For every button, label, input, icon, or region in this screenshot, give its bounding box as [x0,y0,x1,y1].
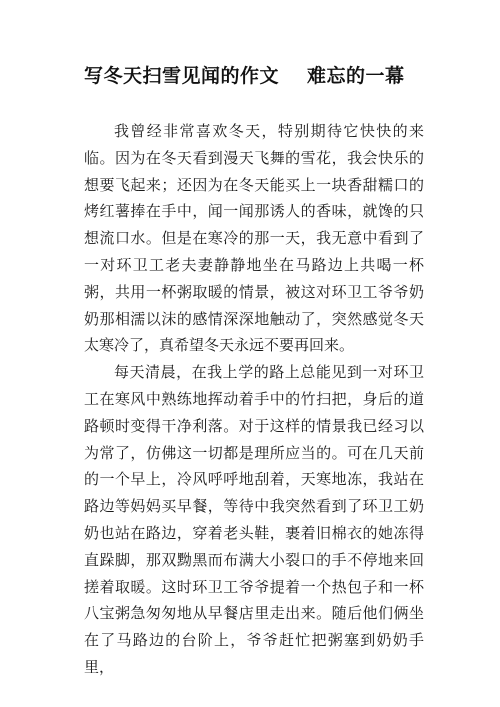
article-body [84,118,424,681]
title-main: 写冬天扫雪见闻的作文 [84,65,280,87]
page-title [84,59,424,93]
paragraph-2: 每天清晨，在我上学的路上总能见到一对环卫工在寒风中熟练地挥动着手中的竹扫把，身后的道路顿时变得干净利落。对于这样的情景我已经习以为常了，仿佛这一切都是理所应当的。可在几天前的一个早上，冷风呼呼地刮着，天寒地冻，我站在路边等妈妈买早餐，等待中我突然看到了环卫工奶奶也站在路边，穿着老头鞋，裹着旧棉衣的她冻得直跺脚，那双黝黑而布满大小裂口的手不停地来回搓着取暖。这时环卫工爷爷提着一个热包子和一杯八宝粥急匆匆地从早餐店里走出来。随后他们俩坐在了马路边的台阶上，爷爷赶忙把粥塞到奶奶手里， [84,363,424,676]
paragraph-1: 我曾经非常喜欢冬天，特别期待它快快的来临。因为在冬天看到漫天飞舞的雪花，我会快乐的想要飞起来；还因为在冬天能买上一块香甜糯口的烤红薯捧在手中，闻一闻那诱人的香味，就馋的只想流口水。但是在寒冷的那一天，我无意中看到了一对环卫工老夫妻静静地坐在马路边上共喝一杯粥，共用一杯粥取暖的情景，被这对环卫工爷爷奶奶那相濡以沫的感情深深地触动了，突然感觉冬天太寒冷了，真希望冬天永远不要再回来。 [84,122,424,355]
title-sub: 难忘的一幕 [307,65,405,87]
